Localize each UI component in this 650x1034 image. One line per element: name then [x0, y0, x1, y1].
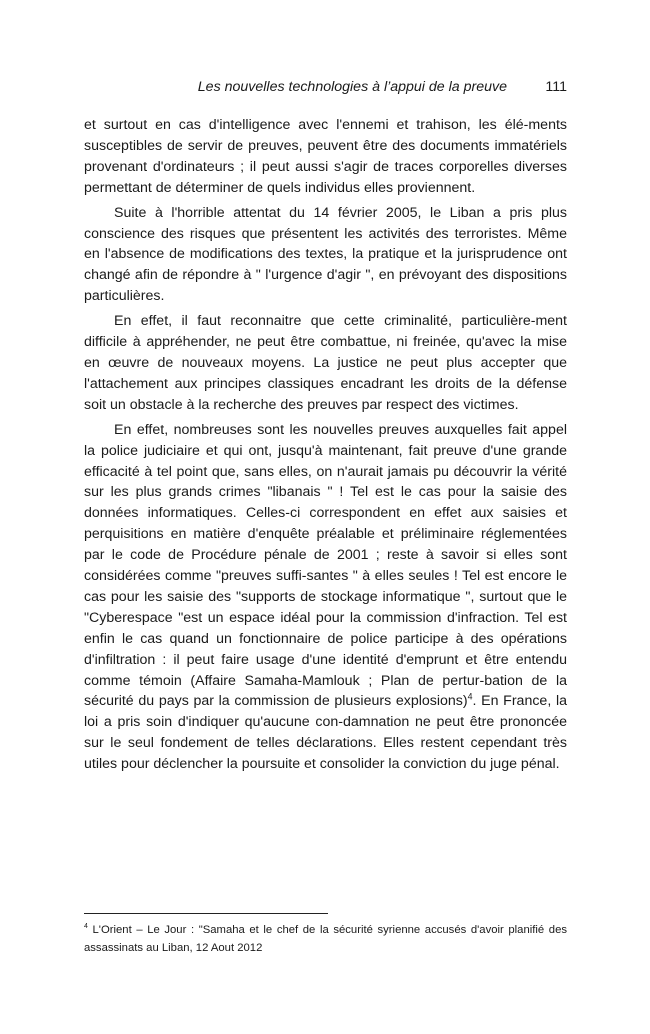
header-title: Les nouvelles technologies à l’appui de la preuve [197, 79, 507, 95]
paragraph-text: et surtout en cas d'intelligence avec l'ennemi et trahison, les élé-ments susceptibles de servir de preuves, peuvent être des documents immatériels provenant d'ordinateurs ; il peut aussi s'agir de traces corporelles diverses permettant de déterminer de quels individus elles proviennent. [84, 117, 567, 196]
footnote-marker: 4 [84, 923, 88, 931]
footnote-text: L'Orient – Le Jour : "Samaha et le chef de la sécurité syrienne accusés d'avoir planifié des assassinats au Liban, 12 Aout 2012 [84, 924, 567, 954]
page-number: 111 [545, 79, 567, 95]
paragraph-2 [84, 203, 567, 308]
paragraph-3 [84, 311, 567, 416]
footnote [84, 921, 567, 957]
paragraph-4 [84, 420, 567, 775]
paragraph-text: En effet, il faut reconnaitre que cette criminalité, particulière-ment difficile à appréhender, ne peut être combattue, ni freinée, qu'avec la mise en œuvre de nouveaux moyens. La justice ne peut plus accepter que l'attachement aux principes classiques encadrant les droits de la défense soit un obstacle à la recherche des preuves par respect des victimes. [84, 313, 567, 413]
footnote-reference: 4 [467, 691, 473, 702]
body-text [84, 115, 567, 779]
paragraph-text: En effet, nombreuses sont les nouvelles preuves auxquelles fait appel la police judiciaire et qui ont, jusqu'à maintenant, fait preuve d'une grande efficacité à tel point que, sans elles, on n'aurait jamais pu découvrir la vérité sur les plus grands crimes "libanais " ! Tel est le cas pour la saisie des données informatiques. Celles-ci correspondent en effet aux saisies et perquisitions en matière d'enquête préalable et préliminaire réglementées par le code de Procédure pénale de 2001 ; reste à savoir si elles sont considérées comme "preuves suffi-santes " à elles seules ! Tel est encore le cas pour les saisie des "supports de stockage informatique ", surtout que le "Cyberespace "est un espace idéal pour la commission d'infraction. Tel est enfin le cas quand un fonctionnaire de police participe à des opérations d'infiltration : il peut faire usage d'une identité d'emprunt et être entendu comme témoin (Affaire Samaha-Mamlouk ; Plan de pertur-bation de la sécurité du pays par la commission de plusieurs explosions) [84, 421, 567, 710]
running-header [84, 78, 567, 96]
paragraph-text-continued: . En France, la loi a pris soin d'indiquer qu'aucune con-damnation ne peut être prononcée sur le seul fondement de telles déclarations. Elles restent cependant très utiles pour déclencher la poursuite et consolider la conviction du juge pénal. [84, 693, 567, 773]
paragraph-text: Suite à l'horrible attentat du 14 février 2005, le Liban a pris plus conscience des risques que présentent les activités des terroristes. Même en l'absence de modifications des textes, la pratique et la jurisprudence ont changé afin de répondre à " l'urgence d'agir ", en prévoyant des dispositions particulières. [84, 204, 567, 305]
footnote-separator [84, 913, 328, 914]
paragraph-1 [84, 115, 567, 199]
